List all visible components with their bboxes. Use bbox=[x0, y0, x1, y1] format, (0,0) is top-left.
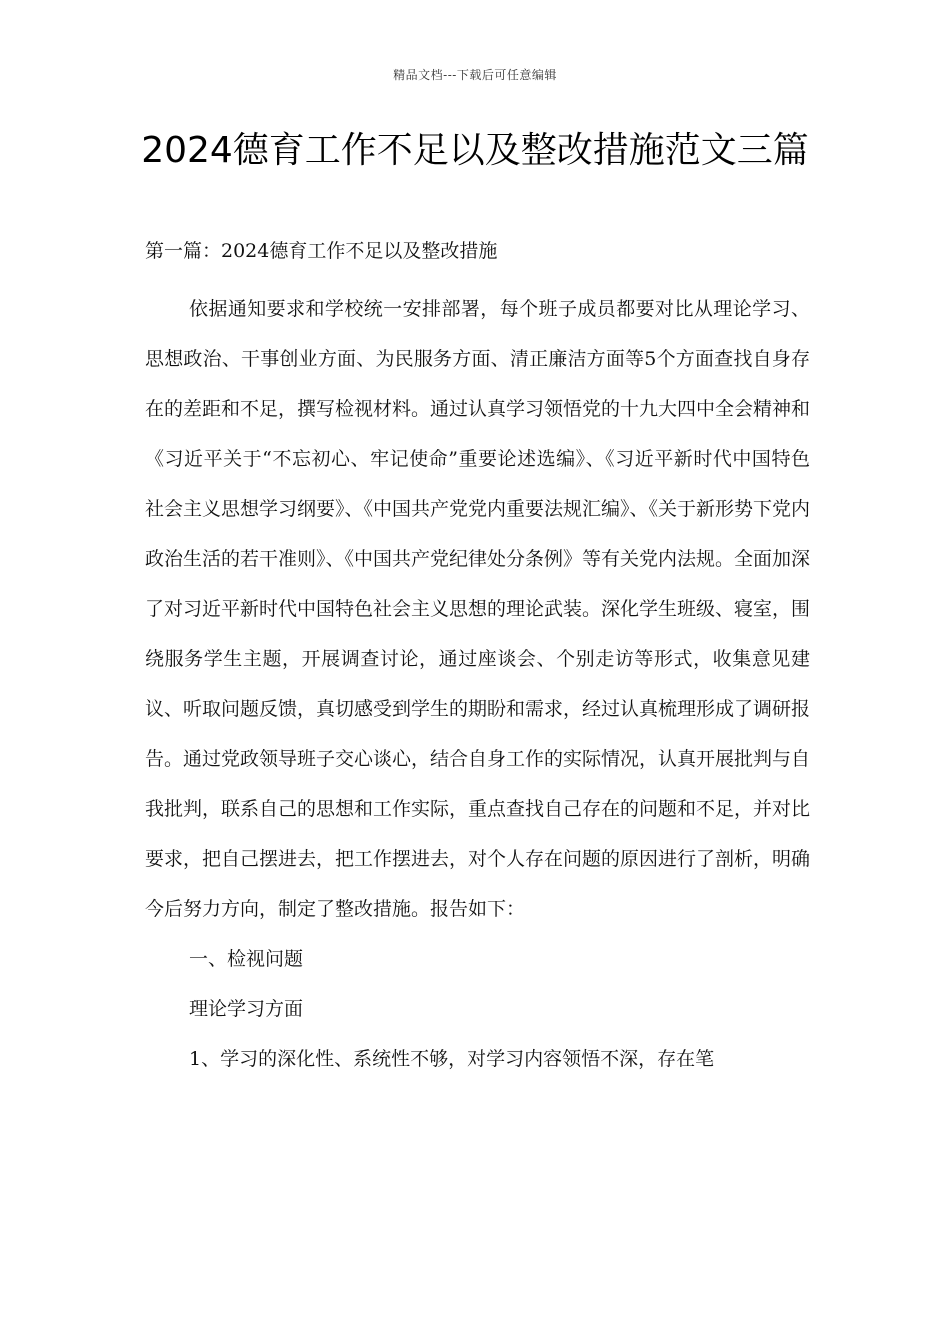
section-heading: 第一篇：2024德育工作不足以及整改措施 bbox=[145, 240, 498, 262]
paragraph-intro: 依据通知要求和学校统一安排部署，每个班子成员都要对比从理论学习、思想政治、干事创业方面、为民服务方面、清正廉洁方面等5个方面查找自身存在的差距和不足，撰写检视材料。通过认真学习领悟党的十九大四中全会精神和《习近平关于“不忘初心、牢记使命”重要论述选编》、《习近平新时代中国特色社会主义思想学习纲要》、《中国共产党党内重要法规汇编》、《关于新形势下党内政治生活的若干准则》、《中国共产党纪律处分条例》等有关党内法规。全面加深了对习近平新时代中国特色社会主义思想的理论武装。深化学生班级、寝室，围绕服务学生主题，开展调查讨论，通过座谈会、个别走访等形式，收集意见建议、听取问题反馈，真切感受到学生的期盼和需求，经过认真梳理形成了调研报告。通过党政领导班子交心谈心，结合自身工作的实际情况，认真开展批判与自我批判，联系自己的思想和工作实际，重点查找自己存在的问题和不足，并对比要求，把自己摆进去，把工作摆进去，对个人存在问题的原因进行了剖析，明确今后努力方向，制定了整改措施。报告如下： bbox=[145, 298, 811, 920]
header-note: 精品文档---下载后可任意编辑 bbox=[393, 68, 557, 82]
paragraph-item-1: 1、学习的深化性、系统性不够，对学习内容领悟不深，存在笔 bbox=[189, 1048, 715, 1070]
paragraph-heading-issues: 一、检视问题 bbox=[189, 948, 304, 970]
paragraph-subheading-theory: 理论学习方面 bbox=[189, 998, 304, 1020]
body-text bbox=[145, 284, 810, 1084]
document-title: 2024德育工作不足以及整改措施范文三篇 bbox=[141, 130, 809, 171]
